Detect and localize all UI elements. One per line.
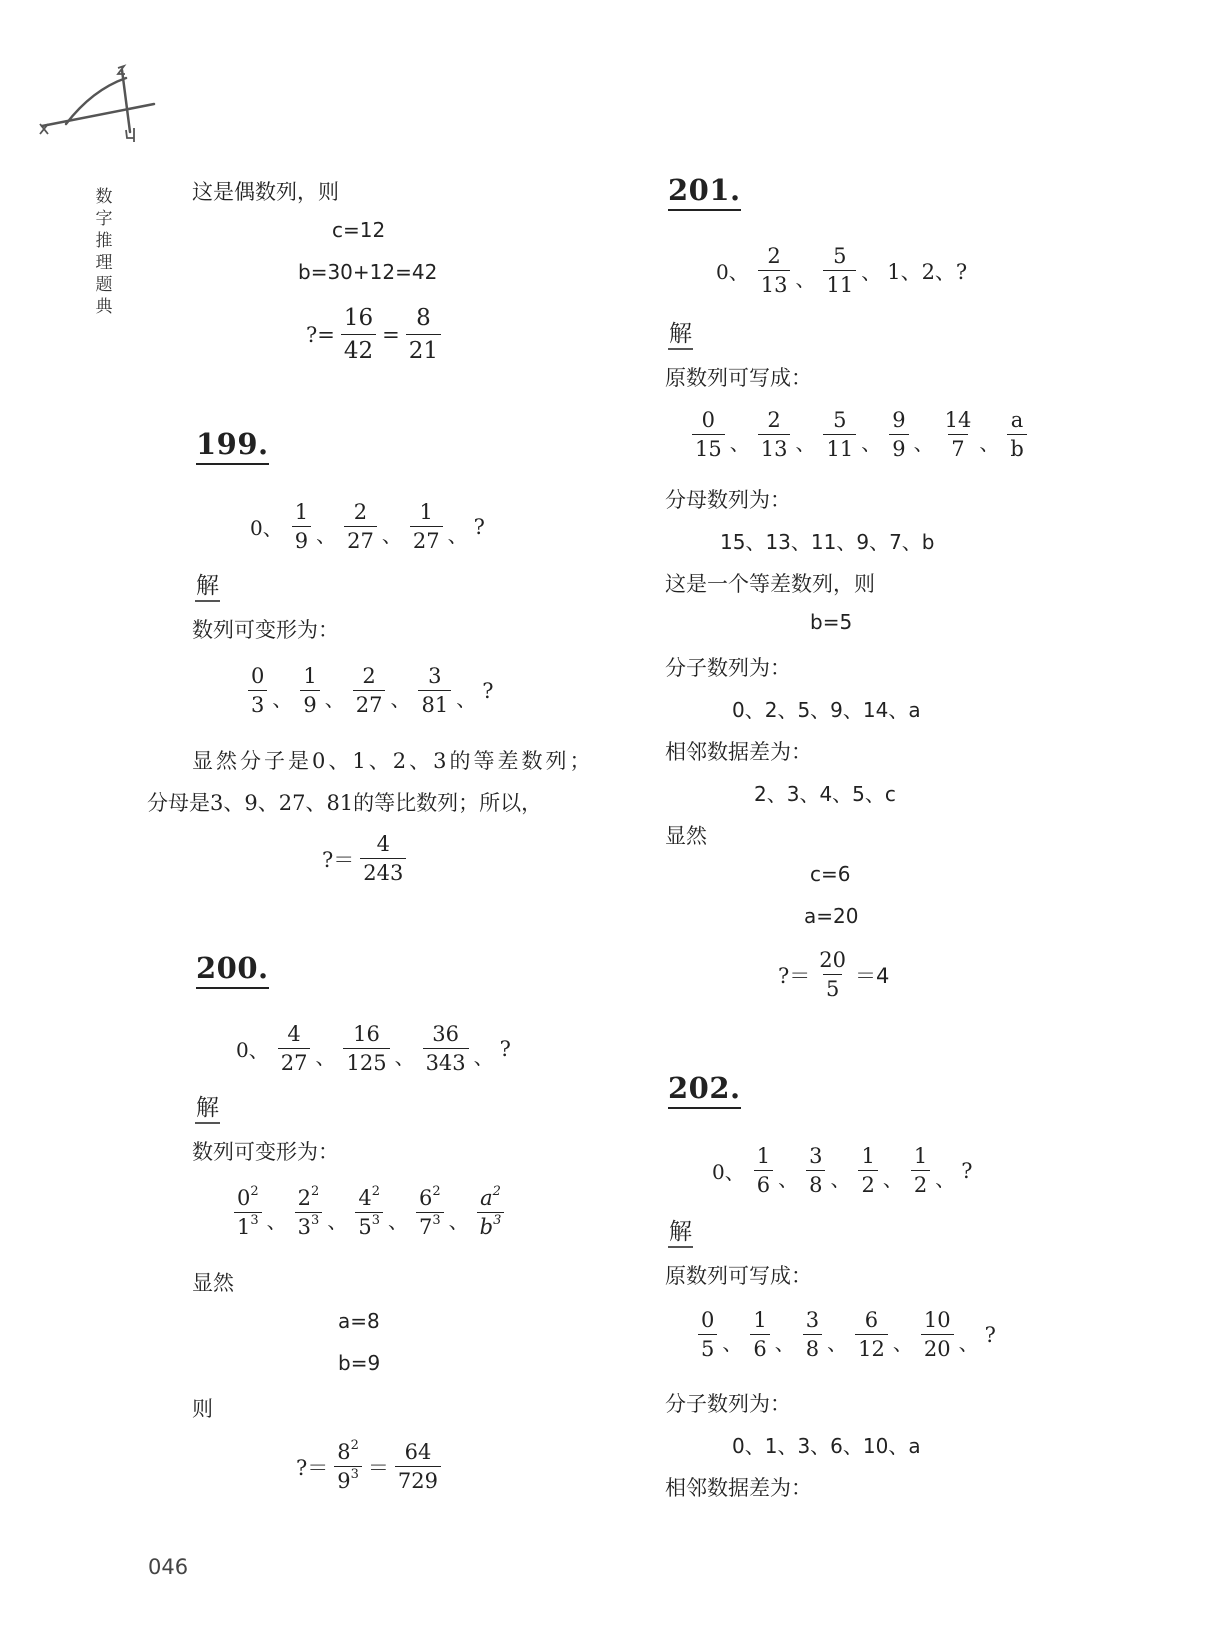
fraction: $\frac{14}{7}$ <box>944 408 972 461</box>
fraction: $\frac{a}{b}$ <box>1007 406 1026 463</box>
fraction: $\frac{20}{5}$ <box>819 948 846 1001</box>
fraction: $\frac{2}{13}$ <box>758 406 791 463</box>
difference-sequence: 2、3、4、5、c <box>754 782 896 806</box>
fraction: $\frac{1}{6}$ <box>754 1142 773 1199</box>
fraction: $\frac{3}{8}$ <box>803 1306 822 1363</box>
solution-label: 解 <box>668 320 693 350</box>
fraction: $\frac{4}{27}$ <box>278 1020 311 1077</box>
solution-text: 分子数列为： <box>665 656 791 680</box>
side-title-char: 字 <box>95 209 113 229</box>
fraction: $\frac{a^2}{b^3}$ <box>477 1184 505 1241</box>
side-title <box>92 186 116 318</box>
answer-198 <box>302 302 443 367</box>
sequence-200: 0、 $\frac{4}{27}$ 、 $\frac{16}{125}$ 、 $\frac{36}{343}$ 、 ? <box>236 1022 511 1075</box>
sequence-202-transformed: $\frac{0}{5}$ 、 $\frac{1}{6}$ 、 $\frac{3}{8}$ 、 $\frac{6}{12}$ 、 $\frac{10}{20}$ 、 ? <box>696 1306 996 1363</box>
equation-a: a=20 <box>804 904 859 928</box>
answer-201: ?＝ $\frac{20}{5}$ ＝4 <box>778 948 890 1001</box>
solution-label: 解 <box>195 572 220 602</box>
solution-label: 解 <box>195 1094 220 1124</box>
problem-number-202: 202. <box>668 1070 741 1109</box>
sequence-200-transformed: $\frac{0^2}{1^3}$ 、 $\frac{2^2}{3^3}$ 、 $\frac{4^2}{5^3}$ 、 $\frac{6^2}{7^3}$ 、 $\frac{a^2}{b^3}$ <box>232 1184 506 1241</box>
equation-b: b=5 <box>810 610 853 634</box>
side-title-char: 数 <box>95 187 113 207</box>
solution-text: 原数列可写成： <box>665 1264 812 1288</box>
equation-b: b=30+12=42 <box>298 260 438 284</box>
side-title-char: 推 <box>95 231 113 251</box>
solution-text: 显然 <box>665 824 707 848</box>
fraction: $\frac{6^2}{7^3}$ <box>416 1184 444 1241</box>
sequence-201-transformed: $\frac{0}{15}$ 、 $\frac{2}{13}$ 、 $\frac{5}{11}$ 、 $\frac{9}{9}$ 、 $\frac{14}{7}$ 、 $\frac{a}{b}$ <box>690 406 1029 463</box>
solution-text: 显然 <box>192 1271 234 1295</box>
problem-number-200: 200. <box>196 950 269 989</box>
fraction: $\frac{4}{243}$ <box>360 830 406 887</box>
fraction: $\frac{3}{81}$ <box>418 662 451 719</box>
problem-number-199: 199. <box>196 426 269 465</box>
numerator-sequence: 0、2、5、9、14、a <box>732 698 921 722</box>
question-mark: ?= <box>306 322 335 347</box>
solution-text: 分子数列为： <box>665 1392 791 1416</box>
fraction: $\frac{1}{2}$ <box>911 1142 930 1199</box>
fraction: $\frac{1}{2}$ <box>858 1142 877 1199</box>
fraction: $\frac{6}{12}$ <box>855 1306 888 1363</box>
fraction: $\frac{2}{27}$ <box>353 662 386 719</box>
solution-label: 解 <box>668 1218 693 1248</box>
sequence-199-transformed: $\frac{0}{3}$ 、 $\frac{1}{9}$ 、 $\frac{2}{27}$ 、 $\frac{3}{81}$ 、 ? <box>246 662 493 719</box>
fraction: $\frac{1}{9}$ <box>292 498 311 555</box>
page-number: 046 <box>148 1555 189 1579</box>
fraction: $\frac{2}{27}$ <box>344 498 377 555</box>
fraction: $\frac{16}{125}$ <box>343 1020 389 1077</box>
fraction: $\frac{16}{42}$ <box>341 302 376 367</box>
fraction: $\frac{8}{21}$ <box>406 302 441 367</box>
equation-a: a=8 <box>338 1309 380 1333</box>
solution-text: 这是一个等差数列，则 <box>665 572 875 596</box>
fraction: $\frac{0}{5}$ <box>698 1306 717 1363</box>
sequence-201: 0、 $\frac{2}{13}$ 、 $\frac{5}{11}$ 、 1、2、? <box>716 244 968 297</box>
solution-text: 相邻数据差为： <box>665 1476 812 1500</box>
solution-text: 分母是3、9、27、81的等比数列；所以， <box>147 791 543 815</box>
sequence-199: 0、 $\frac{1}{9}$ 、 $\frac{2}{27}$ 、 $\frac{1}{27}$ 、 ? <box>250 500 485 553</box>
side-title-char: 题 <box>95 275 113 295</box>
fraction: $\frac{1}{27}$ <box>410 498 443 555</box>
solution-text: 显然分子是0、1、2、3的等差数列； <box>192 749 594 773</box>
fraction: $\frac{36}{343}$ <box>423 1020 469 1077</box>
solution-text: 相邻数据差为： <box>665 740 812 764</box>
fraction: $\frac{9}{9}$ <box>889 406 908 463</box>
fraction: $\frac{4^2}{5^3}$ <box>355 1184 383 1241</box>
fraction: $\frac{2^2}{3^3}$ <box>295 1184 323 1241</box>
equation-c: c=12 <box>332 218 386 242</box>
answer-199: ?＝ $\frac{4}{243}$ <box>318 830 408 887</box>
intro-text: 这是偶数列，则 <box>192 180 339 204</box>
fraction: $\frac{5}{11}$ <box>823 242 856 299</box>
equals-sign: = <box>382 322 400 347</box>
fraction: $\frac{1}{6}$ <box>750 1306 769 1363</box>
fraction: $\frac{0}{15}$ <box>692 406 725 463</box>
sequence-202: 0、 $\frac{1}{6}$ 、 $\frac{3}{8}$ 、 $\frac{1}{2}$ 、 $\frac{1}{2}$ 、 ? <box>712 1144 973 1197</box>
numerator-sequence: 0、1、3、6、10、a <box>732 1434 921 1458</box>
fraction: $\frac{0^2}{1^3}$ <box>234 1184 262 1241</box>
fraction: $\frac{3}{8}$ <box>806 1142 825 1199</box>
fraction: $\frac{2}{13}$ <box>758 242 791 299</box>
solution-text: 则 <box>192 1397 213 1421</box>
solution-text: 数列可变形为： <box>192 1140 339 1164</box>
solution-text: 原数列可写成： <box>665 366 812 390</box>
problem-number-201: 201. <box>668 172 741 211</box>
axes-sketch-icon <box>34 58 164 144</box>
equation-b: b=9 <box>338 1351 381 1375</box>
denominator-sequence: 15、13、11、9、7、b <box>720 530 935 554</box>
solution-text: 分母数列为： <box>665 488 791 512</box>
equation-c: c=6 <box>810 862 851 886</box>
fraction: $\frac{8^2}{9^3}$ <box>334 1438 362 1495</box>
fraction: $\frac{64}{729}$ <box>395 1438 441 1495</box>
side-title-char: 典 <box>95 297 113 317</box>
solution-text: 数列可变形为： <box>192 618 339 642</box>
fraction: $\frac{0}{3}$ <box>248 662 267 719</box>
fraction: $\frac{1}{9}$ <box>300 662 319 719</box>
side-title-char: 理 <box>95 253 113 273</box>
fraction: $\frac{5}{11}$ <box>823 406 856 463</box>
answer-200: ?＝ $\frac{8^2}{9^3}$ ＝ $\frac{64}{729}$ <box>292 1438 443 1495</box>
fraction: $\frac{10}{20}$ <box>921 1306 954 1363</box>
